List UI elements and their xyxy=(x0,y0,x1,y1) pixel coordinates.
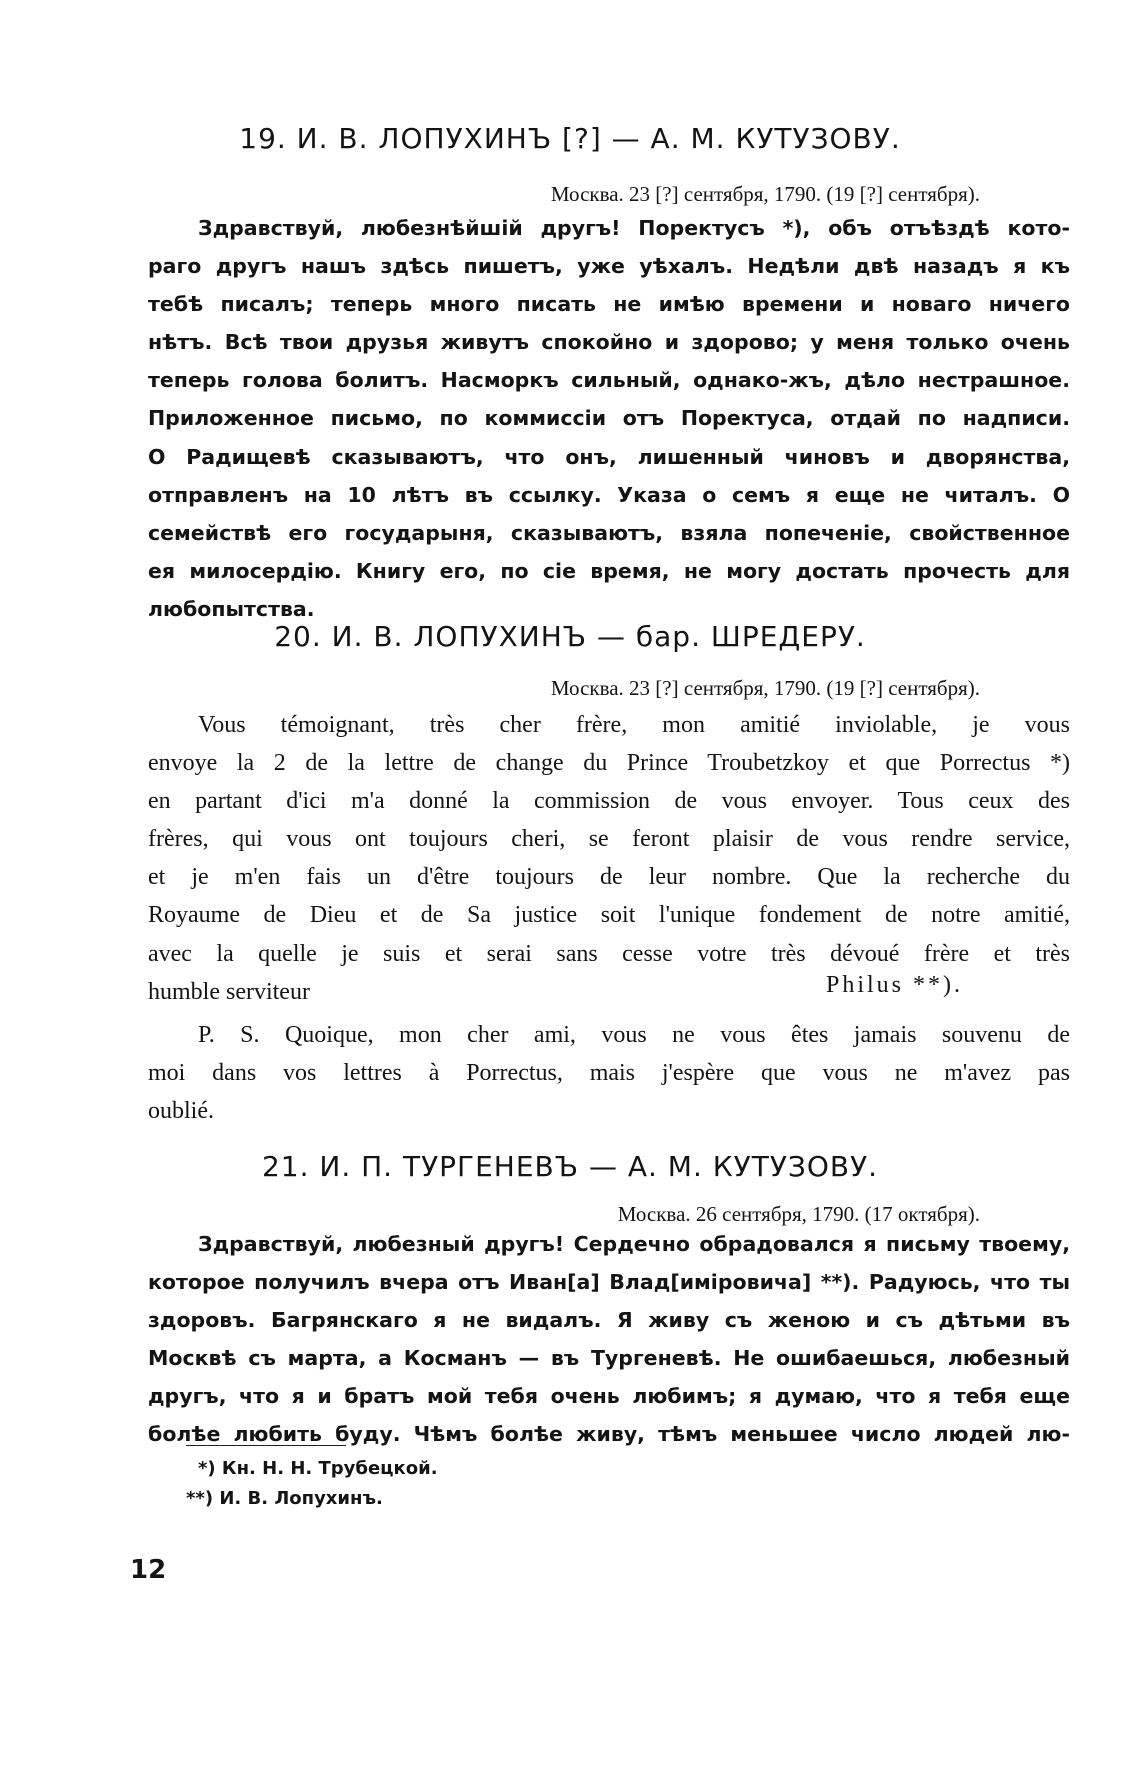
letter-19-dateline: Москва. 23 [?] сентября, 1790. (19 [?] сентября). xyxy=(550,182,980,206)
text-line: Vous témoignant, très cher frère, mon amitié inviolable, je vous xyxy=(198,712,1070,738)
text-line: frères, qui vous ont toujours cheri, se feront plaisir de vous rendre service, xyxy=(148,826,1070,853)
footnote-1: *) Кн. Н. Н. Трубецкой. xyxy=(198,1458,438,1479)
text-line: отправленъ на 10 лѣтъ въ ссылку. Указа о семъ я еще не читалъ. О xyxy=(148,482,1070,507)
text-line: envoye la 2 de la lettre de change du Prince Troubetzkoy et que Porrectus *) xyxy=(148,750,1070,777)
text-line: oublié. xyxy=(148,1098,214,1125)
footnote-2: **) И. В. Лопухинъ. xyxy=(186,1488,383,1509)
text-line: О Радищевѣ сказываютъ, что онъ, лишенный чиновъ и дворянства, xyxy=(148,444,1070,469)
text-line: avec la quelle je suis et serai sans cesse votre très dévoué frère et très xyxy=(148,940,1070,967)
text-line: другъ, что я и братъ мой тебя очень любимъ; я думаю, что я тебя еще xyxy=(148,1384,1070,1409)
letter-20-postscript xyxy=(148,1016,1070,1130)
page-number: 12 xyxy=(130,1555,167,1585)
letter-21-heading: 21. И. П. ТУРГЕНЕВЪ — А. М. КУТУЗОВУ. xyxy=(261,1150,879,1183)
text-line: Здравствуй, любезный другъ! Сердечно обрадовался я письму твоему, xyxy=(198,1232,1070,1256)
text-line: тебѣ писалъ; теперь много писать не имѣю времени и новаго ничего xyxy=(148,292,1070,317)
text-line: Москвѣ съ марта, а Косманъ — въ Тургеневѣ. Не ошибаешься, любезный xyxy=(148,1346,1070,1371)
text-line: en partant d'ici m'a donné la commission de vous envoyer. Tous ceux des xyxy=(148,788,1070,815)
text-line: Royaume de Dieu et de Sa justice soit l'unique fondement de notre amitié, xyxy=(148,902,1070,929)
text-line: Приложенное письмо, по коммиссіи отъ Поректуса, отдай по надписи. xyxy=(148,406,1070,431)
text-line: любопытства. xyxy=(148,596,315,621)
text-line: теперь голова болитъ. Насморкъ сильный, однако-жъ, дѣло нестрашное. xyxy=(148,368,1070,393)
letter-21-dateline: Москва. 26 сентября, 1790. (17 октября). xyxy=(617,1202,980,1226)
letter-19-heading: 19. И. В. ЛОПУХИНЪ [?] — А. М. КУТУЗОВУ. xyxy=(239,122,901,155)
footnote-rule xyxy=(186,1445,346,1446)
text-line: которое получилъ вчера отъ Иван[а] Влад[иміровича] **). Радуюсь, что ты xyxy=(148,1270,1070,1295)
text-line: семействѣ его государыня, сказываютъ, взяла попеченіе, свойственное xyxy=(148,520,1070,545)
text-line: moi dans vos lettres à Porrectus, mais j'espère que vous ne m'avez pas xyxy=(148,1060,1070,1087)
letter-20-heading: 20. И. В. ЛОПУХИНЪ — бар. ШРЕДЕРУ. xyxy=(274,620,866,653)
text-line: здоровъ. Багрянскаго я не видалъ. Я живу съ женою и съ дѣтьми въ xyxy=(148,1308,1070,1333)
letter-19-body xyxy=(148,209,1070,628)
text-line: P. S. Quoique, mon cher ami, vous ne vous êtes jamais souvenu de xyxy=(198,1022,1070,1048)
text-line: нѣтъ. Всѣ твои друзья живутъ спокойно и здорово; у меня только очень xyxy=(148,330,1070,355)
text-line: ея милосердію. Книгу его, по сіе время, не могу достать прочесть для xyxy=(148,558,1070,583)
letter-21-body xyxy=(148,1225,1070,1454)
letter-20-dateline: Москва. 23 [?] сентября, 1790. (19 [?] сентября). xyxy=(550,676,980,700)
text-line: humble serviteur xyxy=(148,978,310,1005)
text-line: et je m'en fais un d'être toujours de leur nombre. Que la recherche du xyxy=(148,864,1070,891)
text-line: раго другъ нашъ здѣсь пишетъ, уже уѣхалъ. Недѣли двѣ назадъ я къ xyxy=(148,254,1070,279)
letter-20-body xyxy=(148,706,1070,1011)
text-line: болѣе любить буду. Чѣмъ болѣе живу, тѣмъ меньшее число людей лю- xyxy=(148,1422,1070,1447)
signature: Philus **). xyxy=(826,972,964,998)
text-line: Здравствуй, любезнѣйшій другъ! Поректусъ *), объ отъѣздѣ кото- xyxy=(198,216,1070,240)
